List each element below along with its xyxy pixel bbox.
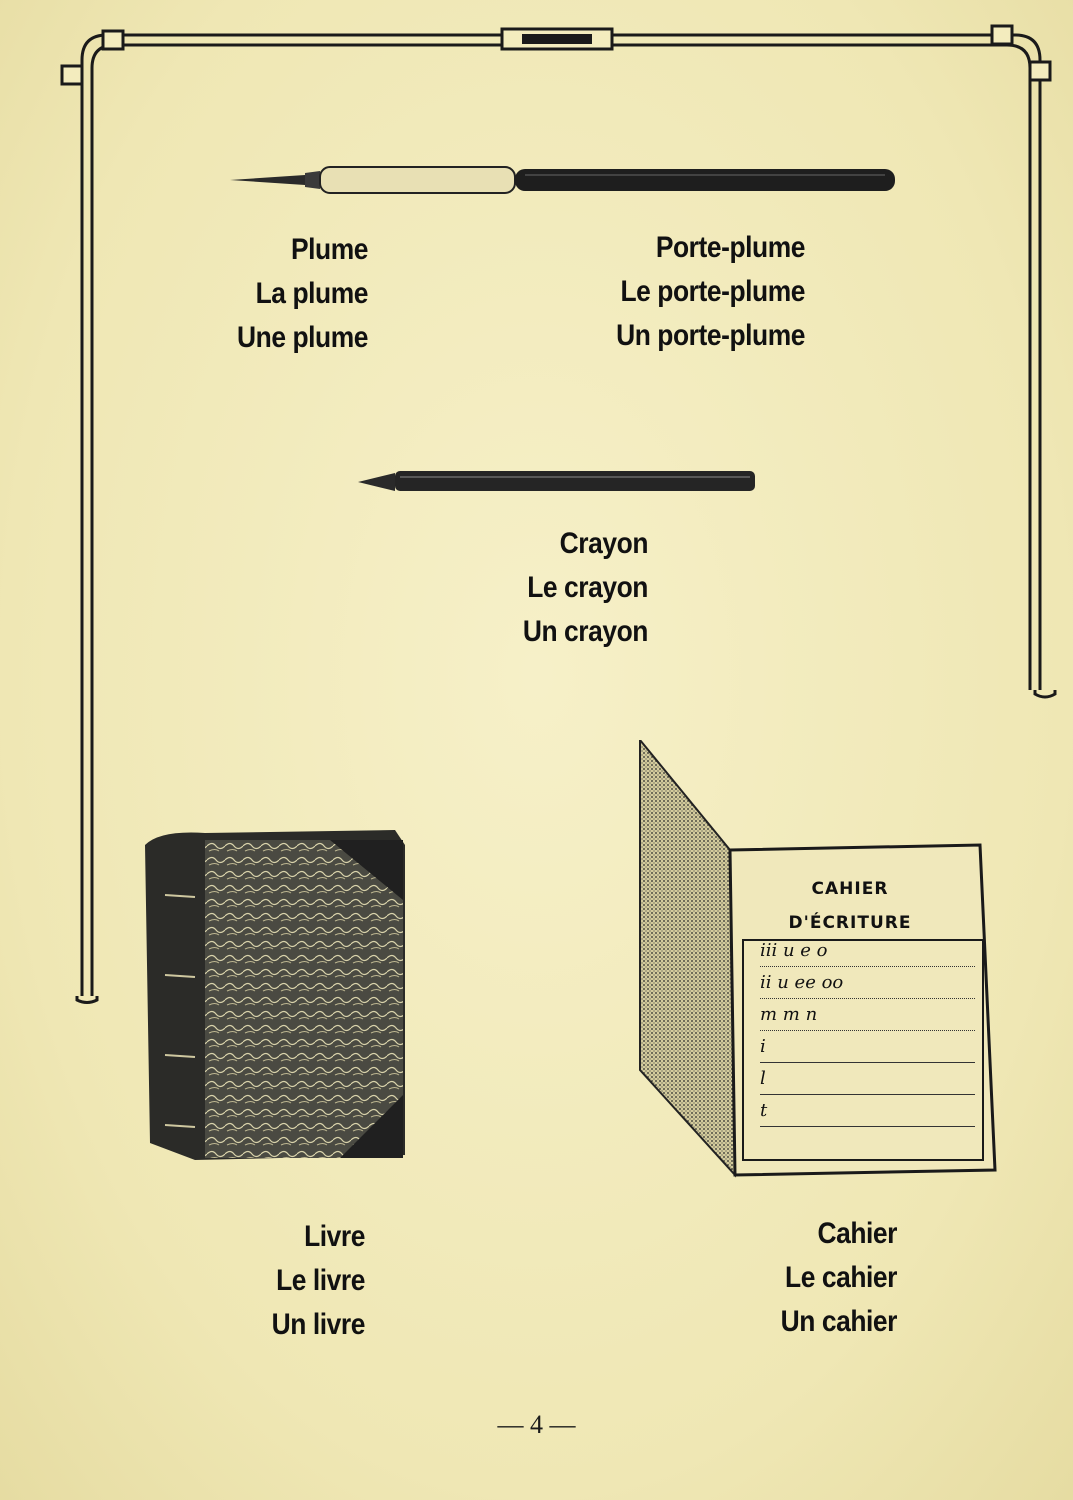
page-number: — 4 —: [497, 1410, 576, 1439]
porte-plume-indefinite: Un porte-plume: [616, 319, 805, 352]
notebook-line: i: [760, 1031, 975, 1063]
notebook-line: m m n: [760, 999, 975, 1031]
plume-word: Plume: [290, 233, 368, 266]
crayon-label-group: [491, 522, 648, 654]
pencil-illustration: [355, 465, 760, 495]
livre-indefinite: Un livre: [271, 1308, 365, 1341]
cahier-definite: Le cahier: [785, 1261, 897, 1294]
crayon-word: Crayon: [559, 527, 648, 560]
livre-word: Livre: [304, 1220, 365, 1253]
plume-definite: La plume: [255, 277, 368, 310]
porte-plume-definite: Le porte-plume: [620, 275, 805, 308]
cahier-word: Cahier: [817, 1217, 897, 1250]
notebook-title-line2: D'ÉCRITURE: [788, 913, 912, 933]
notebook-title-line1: CAHIER: [811, 879, 889, 899]
cahier-label-group: [750, 1212, 897, 1344]
porte-plume-word: Porte-plume: [655, 231, 805, 264]
notebook-cover-title: [770, 872, 930, 940]
crayon-indefinite: Un crayon: [522, 615, 648, 648]
livre-definite: Le livre: [276, 1264, 365, 1297]
pen-illustration: [225, 155, 905, 200]
book-illustration: [135, 825, 410, 1165]
notebook-writing-lines: [760, 935, 975, 1127]
notebook-line: iii u e o: [760, 935, 975, 967]
livre-label-group: [237, 1215, 365, 1347]
cahier-indefinite: Un cahier: [780, 1305, 897, 1338]
notebook-line: t: [760, 1095, 975, 1127]
notebook-line: ii u ee oo: [760, 967, 975, 999]
porte-plume-label-group: [589, 226, 805, 358]
plume-indefinite: Une plume: [237, 321, 368, 354]
plume-label-group: [185, 228, 368, 360]
crayon-definite: Le crayon: [527, 571, 648, 604]
notebook-line: l: [760, 1063, 975, 1095]
